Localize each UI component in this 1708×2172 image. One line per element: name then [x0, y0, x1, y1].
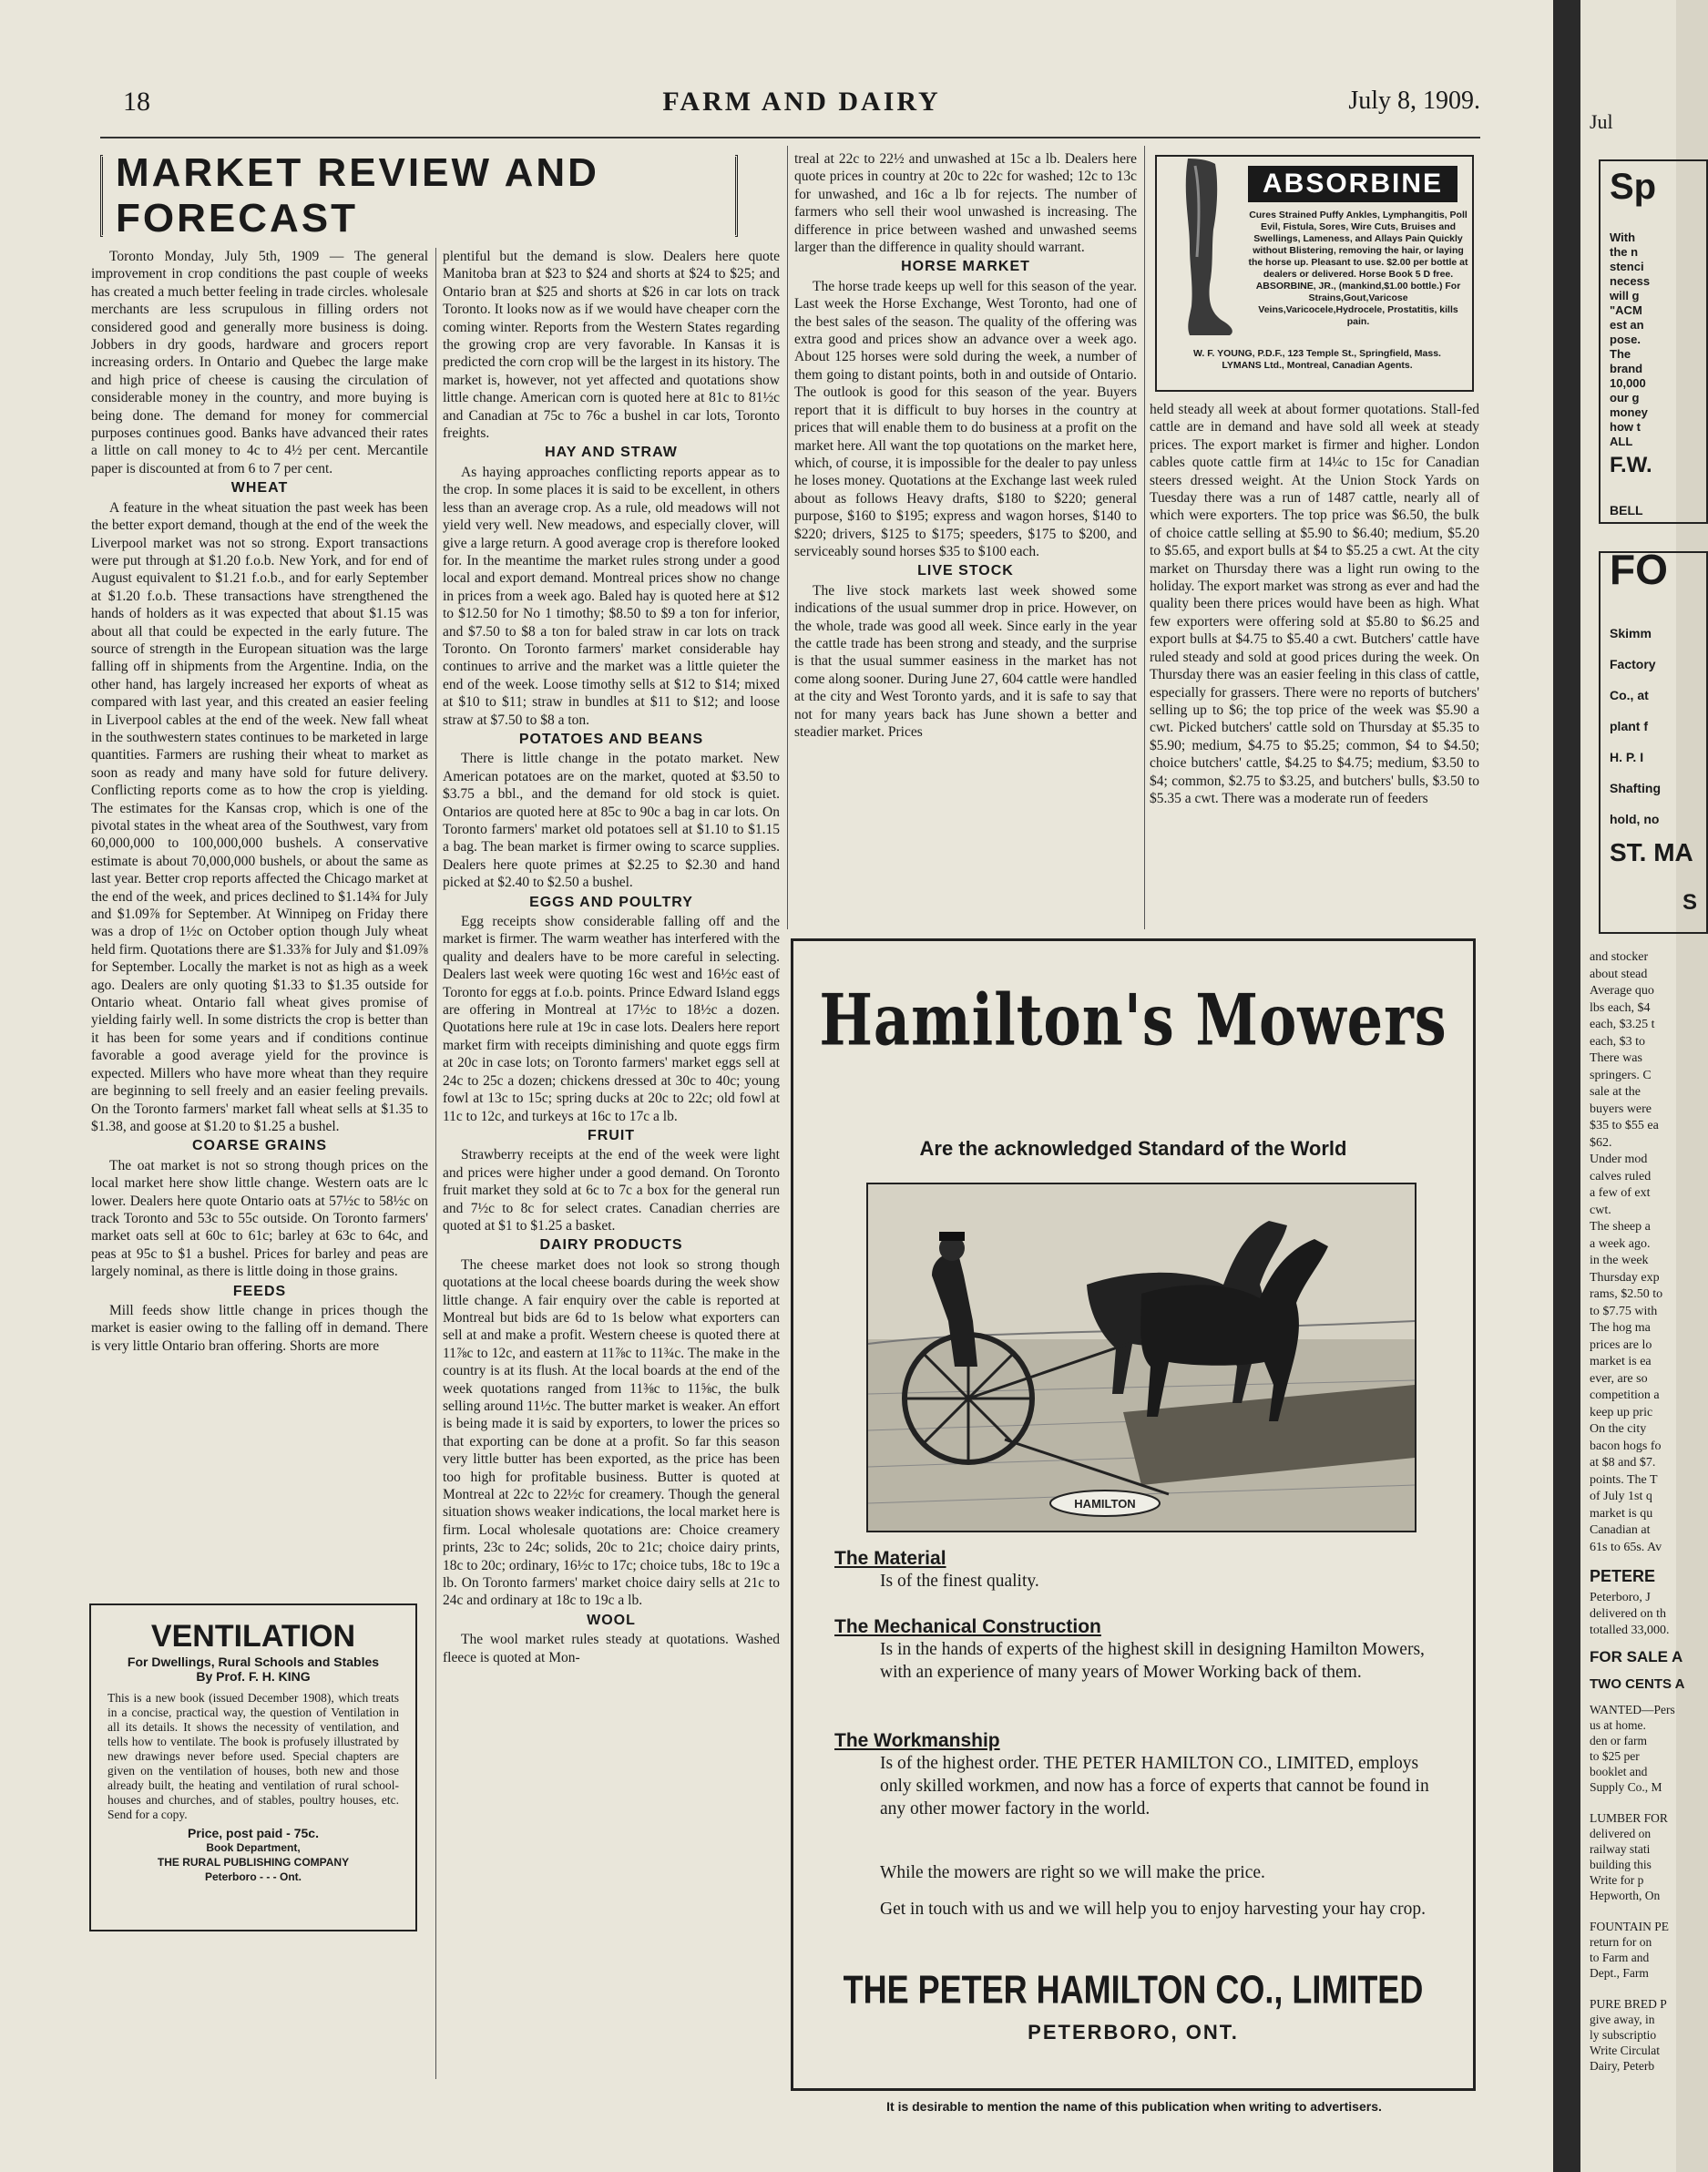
adjacent-line: 10,000 — [1610, 376, 1646, 390]
adjacent-line: ly subscriptio — [1590, 2028, 1657, 2042]
adjacent-line: Hepworth, On — [1590, 1889, 1661, 1902]
ventilation-title: VENTILATION — [150, 1619, 356, 1654]
horse-mower-icon — [868, 1184, 1415, 1531]
adjacent-line: With — [1610, 231, 1636, 244]
dairy-paragraph: The cheese market does not look so strong though quotations at the local cheese boards during the week show little change. A fair enquiry over the cable is reported at Montreal but bids are 6d to 1s below what exporters can sell at and make a profit. Western cheese is quoted there at 11⅞c to 12c, and eastern at 11⅞c to 11¾c. The make in the country is at its flush. At the local boards at the end of the week quotations ranged from 11⅜c to 11⅝c, the bulk selling around 11½c. The butter market is weaker. An effort is being made it is said by exporters, to lower the prices so that exporting can be done at a profit. So far this season very little butter has been exported, as the price has been too high for profitable business. Butter is quoted at Montreal at 22c to 22½c for creamery. Though the general situation shows weaker indications, the local market here is firm. Local wholesale quotations are: Choice creamery prints, 23c to 24c; solids, 20c to 21c; choice dairy prints, 18c to 20c; ordinary, 16½c to 17c; choice tubs, 18c to 19c a lb. On Toronto farmers' market choice dairy sells at 21c to 24c and ordinary at 18c to 19c a lb. — [443, 1256, 780, 1609]
adjacent-ad-1-foot2: BELL — [1610, 503, 1643, 517]
adjacent-line: of July 1st q — [1590, 1490, 1652, 1503]
coarse-grains-heading: COARSE GRAINS — [191, 1138, 328, 1154]
adjacent-ad-1-title: Sp — [1610, 167, 1657, 207]
livestock-paragraph: The live stock markets last week showed some indications of the usual summer drop in price. However, on the whole, trade was good all week. Since early in the year the cattle trade has been strong and steady, and the surprise is that the usual summer easiness in the market has not come along sooner. During June 27, 604 cattle were handled at the city and West Toronto yards, and it is safe to say that not for many years back has June shown a better and steadier market. Prices — [794, 582, 1137, 740]
construction-heading: The Mechanical Construction — [834, 1616, 1101, 1637]
adjacent-line: to Farm and — [1590, 1951, 1650, 1964]
adjacent-line: 61s to 65s. Av — [1590, 1540, 1662, 1554]
ventilation-ad — [89, 1603, 417, 1931]
advertiser-footnote: It is desirable to mention the name of this publication when writing to advertisers. — [886, 2099, 1382, 2114]
adjacent-line: building this — [1590, 1858, 1652, 1871]
adjacent-line: The sheep a — [1590, 1220, 1651, 1234]
adjacent-line: about stead — [1590, 967, 1648, 981]
adjacent-page — [1580, 0, 1698, 2172]
mower-brand-label: HAMILTON — [1074, 1497, 1136, 1511]
adjacent-line: how t — [1610, 420, 1641, 434]
livestock-heading: LIVE STOCK — [917, 563, 1014, 579]
adjacent-ad-1-foot: F.W. — [1610, 453, 1652, 477]
adjacent-line: Dept., Farm — [1590, 1966, 1649, 1980]
coarse-grains-paragraph: The oat market is not so strong though prices on the local market here show little change. Western oats are lc lower. Dealers here quote Ontario oats at 57½c to 58½c on track Toronto and 53c to 55c outside. On Toronto farmers' market oats sell at 60c to 61c; barley at 63c to 64c, and peas at 95c to $1 a bushel. Prices for barley and peas are largely nominal, as there is little doing in those grains. — [91, 1157, 428, 1280]
hamilton-address: PETERBORO, ONT. — [1028, 2021, 1239, 2044]
fruit-heading: FRUIT — [587, 1127, 636, 1143]
adjacent-line: Shafting — [1610, 781, 1661, 795]
material-text: Is of the finest quality. — [880, 1572, 1039, 1591]
adjacent-line: est an — [1610, 318, 1644, 332]
adjacent-line: $35 to $55 ea — [1590, 1119, 1659, 1132]
header-rule — [100, 137, 1480, 138]
potatoes-paragraph: There is little change in the potato market. New American potatoes are on the market, quoted at $3.50 to $3.75 a bbl., and the demand for old stock is quiet. Ontarios are quoted here at 85c to 90c a bag in car lots. On Toronto farmers' market old potatoes sell at $1.10 to $1.15 a bag. The bean market is firmer owing to scarce supplies. Dealers here quote primes at $2.25 to $2.30 and hand picked at $2.40 to $2.50 a bushel. — [443, 751, 780, 891]
price-text: While the mowers are right so we will make the price. — [880, 1863, 1265, 1882]
adjacent-line: to $25 per — [1590, 1749, 1640, 1763]
page-header — [123, 87, 1480, 132]
adjacent-line: totalled 33,000. — [1590, 1624, 1670, 1637]
wheat-heading: WHEAT — [230, 480, 289, 497]
adjacent-ad-1 — [1599, 159, 1708, 524]
adjacent-line: The — [1610, 347, 1631, 361]
adjacent-line: stenci — [1610, 260, 1644, 273]
adjacent-forsale: FOR SALE A — [1590, 1648, 1683, 1665]
fruit-paragraph: Strawberry receipts at the end of the week were light and prices were higher under a good demand. On Toronto fruit market they sold at 6c to 7c a box for the general run and 7½c to 8c for select crates. Canadian cherries are quoted at $1 to $1.25 a basket. — [443, 1147, 780, 1234]
column-rule-3 — [1144, 146, 1145, 929]
wool-continued: treal at 22c to 22½ and unwashed at 15c a lb. Dealers here quote prices in country at 20c to 22c for washed; 12c to 13c for unwashed, and 16c a lb for rejects. The number of farmers who sell their wool unwashed is increasing. The difference in price between washed and unwashed seems larger than the difference in quality should warrant. — [794, 151, 1137, 256]
contact-note — [834, 1898, 1436, 1921]
hamilton-mowers-ad — [791, 938, 1476, 2091]
horse-heading: HORSE MARKET — [901, 259, 1030, 275]
adjacent-line: Co., at — [1610, 688, 1649, 702]
adjacent-line: bacon hogs fo — [1590, 1439, 1662, 1453]
adjacent-line: H. P. I — [1610, 750, 1644, 764]
adjacent-line: keep up pric — [1590, 1405, 1653, 1419]
mower-illustration — [866, 1183, 1417, 1532]
ventilation-body: This is a new book (issued December 1908), which treats in a concise, practical way, the question of Ventilation in all its details. It shows the necessity of ventilation, and tells how to ventilate. The book is profusely illustrated by new drawings never before used. Special chapters are given on the ventilation of houses, both new and those already built, the heating and ventilation of rural school-houses and churches, and of stables, poultry houses, etc. Send for a copy. — [107, 1691, 399, 1821]
adjacent-ad-2-foot: ST. MA — [1610, 838, 1693, 866]
adjacent-line: rams, $2.50 to — [1590, 1287, 1663, 1301]
adjacent-line: ever, are so — [1590, 1371, 1648, 1386]
price-note — [834, 1861, 1436, 1884]
adjacent-line: prices are lo — [1590, 1337, 1652, 1352]
workmanship-heading: The Workmanship — [834, 1730, 1000, 1751]
eggs-paragraph: Egg receipts show considerable falling off and the market is firmer. The warm weather has interfered with the quality and dealers have to be more careful in selecting. Dealers last week were quoting 16c west and 16½c east of Toronto for eggs at f.o.b. points. Prince Edward Island eggs are offering in Montreal at 17½c to 18½c a dozen. Quotations here rule at 19c in case lots. Dealers here report market firm with receipts diminishing and quote eggs firm at 20c in case lots; on Toronto farmers' market eggs sell at 24c to 25c a dozen; chickens dressed at 30c to 40c; young fowl at 13c to 15c; spring ducks at 20c to 22c; old fowl at 11c to 12c, and turkeys at 16c to 17c a lb. — [443, 914, 780, 1124]
contact-text: Get in touch with us and we will help you to enjoy harvesting your hay crop. — [880, 1900, 1426, 1919]
ventilation-dept: Book Department, — [206, 1841, 301, 1854]
adjacent-line: Under mod — [1590, 1153, 1648, 1166]
absorbine-ad — [1155, 155, 1474, 392]
construction-text: Is in the hands of experts of the highest skill in designing Hamilton Mowers, with an experience of many years of Mower Working back of them. — [880, 1640, 1425, 1682]
eggs-heading: EGGS AND POULTRY — [529, 894, 693, 910]
ventilation-company: THE RURAL PUBLISHING COMPANY — [157, 1856, 350, 1869]
absorbine-footer — [1162, 348, 1472, 372]
wool-heading: WOOL — [587, 1612, 636, 1628]
page-gutter — [1553, 0, 1580, 2172]
adjacent-line: in the week — [1590, 1254, 1649, 1267]
adjacent-line: LUMBER FOR — [1590, 1811, 1668, 1825]
feeds-heading: FEEDS — [232, 1283, 287, 1299]
material-section — [834, 1547, 1436, 1593]
adjacent-line: hold, no — [1610, 812, 1660, 826]
adjacent-line: Canadian at — [1590, 1523, 1651, 1537]
hamilton-subtitle: Are the acknowledged Standard of the World — [919, 1137, 1347, 1160]
adjacent-line: On the city — [1590, 1422, 1647, 1436]
hamilton-company: THE PETER HAMILTON CO., LIMITED — [843, 1966, 1424, 2012]
adjacent-line: Supply Co., M — [1590, 1780, 1662, 1794]
adjacent-line: market is ea — [1590, 1355, 1652, 1368]
adjacent-line: us at home. — [1590, 1718, 1646, 1732]
construction-section — [834, 1615, 1436, 1684]
adjacent-line: to $7.75 with — [1590, 1304, 1658, 1318]
ventilation-author: By Prof. F. H. KING — [196, 1669, 311, 1684]
absorbine-logo: ABSORBINE — [1248, 166, 1457, 202]
column-rule-2 — [787, 146, 788, 929]
adjacent-line: delivered on th — [1590, 1607, 1666, 1621]
absorbine-copy: Cures Strained Puffy Ankles, Lymphangitis, Poll Evil, Fistula, Sores, Wire Cuts, Bruises and Swellings, Lameness, and Allays Pain Quickly without Blistering, removing the hair, or laying the horse up. Pleasant to use. $2.00 per bottle at dealers or delivered. Horse Book 5 D free. ABSORBINE, JR., (mankind,$1.00 bottle.) For Strains,Gout,Varicose Veins,Varicocele,Hydrocele, Prostatitis, kills pain. — [1248, 210, 1468, 327]
adjacent-line: lbs each, $4 — [1590, 1000, 1651, 1015]
adjacent-line: the n — [1610, 245, 1639, 259]
adjacent-line: give away, in — [1590, 2013, 1655, 2026]
adjacent-line: ALL — [1610, 435, 1633, 448]
column-1 — [91, 248, 428, 1596]
hay-heading: HAY AND STRAW — [545, 445, 678, 461]
adjacent-line: our g — [1610, 391, 1640, 405]
adjacent-line: FOUNTAIN PE — [1590, 1920, 1670, 1933]
adjacent-line: Write for p — [1590, 1873, 1644, 1887]
adjacent-line: den or farm — [1590, 1734, 1647, 1747]
horse-paragraph: The horse trade keeps up well for this season of the year. Last week the Horse Exchange, West Toronto, had one of the best sales of the season. The quality of the offering was extra good and prices show an advance over a week ago. About 125 horses were sold during the week, a number of them going to distant points, both in and outside of Ontario. The outlook is good for this season of the year. Buyers report that it is difficult to buy horses in the country at prices that will enable them to do business at a profit on the market here. All want the top quotations on the market here, which, of course, it is impossible for the dealer to pay unless he loses money. Quotations at the Exchange last week ruled about as follows Heavy drafts, $180 to $220; general purpose, $160 to $195; express and wagon horses, $140 to $220; drivers, $125 to $175; speeders, $175 to $200, and serviceably sound horses $35 to $100 each. — [794, 278, 1137, 559]
page-number: 18 — [123, 87, 150, 117]
workmanship-section — [834, 1729, 1436, 1820]
adjacent-line: brand — [1610, 362, 1643, 375]
feeds-paragraph: Mill feeds show little change in prices though the market is easier owing to the falling off in demand. There is very little Ontario bran offering. Shorts are more — [91, 1302, 428, 1354]
adjacent-line: Average quo — [1590, 984, 1654, 998]
adjacent-line: at $8 and $7. — [1590, 1456, 1656, 1470]
adjacent-line: market is qu — [1590, 1506, 1653, 1521]
adjacent-line: Dairy, Peterb — [1590, 2059, 1655, 2073]
section-banner: MARKET REVIEW AND FORECAST — [100, 155, 738, 237]
column-3 — [794, 150, 1137, 934]
adjacent-line: railway stati — [1590, 1842, 1651, 1856]
adjacent-twocents: TWO CENTS A — [1590, 1676, 1685, 1692]
adjacent-line: $62. — [1590, 1135, 1612, 1150]
adjacent-line: each, $3 to — [1590, 1034, 1646, 1049]
workmanship-text: Is of the highest order. THE PETER HAMILTON CO., LIMITED, employs only skilled workmen, and now has a force of experts that cannot be found in any other mower factory in the world. — [880, 1754, 1429, 1819]
adjacent-ad-2-foot2: S — [1682, 890, 1698, 915]
adjacent-date: Jul — [1590, 110, 1613, 133]
wheat-paragraph: A feature in the wheat situation the past week has been the better export demand, though at the end of the week the Liverpool market was not so strong. Export transactions were put through at $1.20 f.o.b. New York, and for end of August equivalent to $1.21 f.o.b., and for early September at $1.20 f.o.b. These transactions have strengthened the hands of holders as it was expected that about $1.15 was about all that could be expected in the early future. The source of strength in the European situation was the large falling off in shipments from the Argentine. India, on the other hand, has largely increased her exports of wheat as compared with last year, and this created an easier feeling in Liverpool cables at the end of the week. New fall wheat in the southwestern states continues to be marketed in large quantities. Farmers are rushing their wheat to market as soon as ready and many have sold for future delivery. Conflicting reports come as to how the crop is yielding. The estimates for the Kansas crop, which is one of the pivotal states in the wheat area of the Southwest, vary from 60,000,000 to 100,000,000 bushels. A conservative estimate is about 70,000,000 bushels, or about the same as last year. Better crop reports affected the Chicago market at the end of the week, and prices declined to $1.14¾ for July and $1.09⅞ for September. At Winnipeg on Friday there was a drop of 1½c on October option though July wheat held firm. Quotations there are $1.33⅞ for July and $1.09⅞ for September. Locally the market is not as high as a week ago. Dealers are only quoting $1.33 to $1.35 outside for Ontario wheat. Ontario fall wheat gives promise of yielding fairly well. In some districts the crop is better than it has been for some years and if conditions continue favorable a good average yield for the province is expected. Millers who have more wheat than they require are beginning to sell freely and an easier feeling prevails. On the Toronto farmers' market fall wheat sells at $1.35 to $1.38, and goose at $1.20 to $1.25 a bushel. — [91, 499, 428, 1134]
adjacent-line: buyers were — [1590, 1101, 1652, 1116]
adjacent-line: Peterboro, J — [1590, 1591, 1651, 1604]
ventilation-price: Price, post paid - 75c. — [188, 1826, 319, 1840]
ventilation-address: Peterboro - - - Ont. — [205, 1870, 302, 1883]
adjacent-line: PURE BRED P — [1590, 1997, 1667, 2011]
adjacent-line: plant f — [1610, 719, 1648, 733]
adjacent-line: money — [1610, 405, 1648, 419]
potatoes-heading: POTATOES AND BEANS — [518, 731, 704, 747]
absorbine-address: W. F. YOUNG, P.D.F., 123 Temple St., Springfield, Mass. — [1193, 348, 1441, 359]
hamilton-title: Hamilton's Mowers — [819, 978, 1447, 1062]
adjacent-line: delivered on — [1590, 1827, 1652, 1840]
adjacent-line: competition a — [1590, 1388, 1660, 1402]
adjacent-line: booklet and — [1590, 1765, 1648, 1778]
adjacent-line: will g — [1610, 289, 1640, 302]
wool-paragraph: The wool market rules steady at quotations. Washed fleece is quoted at Mon- — [443, 1632, 780, 1665]
adjacent-line: and stocker — [1590, 950, 1649, 964]
adjacent-line: a week ago. — [1590, 1236, 1651, 1251]
adjacent-line: cwt. — [1590, 1203, 1611, 1217]
column-rule-1 — [435, 248, 436, 2079]
absorbine-agents: LYMANS Ltd., Montreal, Canadian Agents. — [1222, 360, 1413, 371]
adjacent-line: return for on — [1590, 1935, 1652, 1949]
adjacent-line: Skimm — [1610, 626, 1652, 640]
column-4 — [1150, 401, 1479, 929]
livestock-continued: held steady all week at about former quotations. Stall-fed cattle are in demand and have sold all week at steady prices. The export market is firmer and higher. London cables quote cattle firm at 14¼c to 15c for Canadian steers dressed weight. At the Union Stock Yards on Tuesday there was a run of 1487 cattle, nearly all of which were exporters. The top price was $6.50, the bulk of choice cattle selling at $5.90 to $6.40; medium, $5.20 to $5.65, and export bulls at $4 to $5.25 a cwt. At the city market on Thursday there was a light run owing to the holiday. The export market was strong as ever and had the quality been there prices would have been as high. What few exporters were offering sold at $5.80 to $6.25 and export bulls at $4.75 to $5.40 a cwt. Butchers' cattle have ruled steady and sold at good prices during the week. On Thursday there was an easier feeling in this class of cattle, especially for grassers. There were no reports of butchers' selling up to $6; the top price of the week was $5.90 a cwt. Picked butchers' cattle sold on Thursday at $5.35 to $5.90; medium, $4.75 to $5.25; common, $4 to $4.50; choice butchers' cattle, $4.25 to $4.75; medium, $3.50 to $4; common, $2.75 to $3.25, and butchers' bulls, $3.50 to $5.35 a cwt. There was a moderate run of feeders — [1150, 402, 1479, 806]
adjacent-line: Factory — [1610, 657, 1656, 671]
adjacent-line: "ACM — [1610, 303, 1642, 317]
adjacent-line: necess — [1610, 274, 1651, 288]
dairy-heading: DAIRY PRODUCTS — [539, 1237, 683, 1254]
horse-leg-icon — [1162, 157, 1244, 339]
adjacent-line: points. The T — [1590, 1472, 1658, 1487]
adjacent-line: WANTED—Pers — [1590, 1703, 1675, 1716]
adjacent-line: springers. C — [1590, 1068, 1652, 1082]
adjacent-ad-2-title: FO — [1610, 546, 1668, 593]
column-2 — [443, 248, 780, 2088]
adjacent-line: each, $3.25 t — [1590, 1018, 1655, 1031]
page-date: July 8, 1909. — [1348, 87, 1480, 115]
adjacent-line: calves ruled — [1590, 1169, 1652, 1183]
hay-paragraph: As haying approaches conflicting reports appear as to the crop. In some places it is said to be excellent, in others less than an average crop. As a rule, old meadows will not yield very well. New meadows, and especially clover, will give a large return. A good average crop is therefore looked for. In the meantime the market rules strong under a good local and export demand. Montreal prices show no change in prices from a week ago. Baled hay is quoted here at $12 to $12.50 for No 1 timothy; $8.50 to $9 a ton for inferior, and $7.50 to $8 a ton for baled straw in car lots on track Toronto. On Toronto farmers' market considerable hay continues to arrive and the market was a little quieter the end of the week. Loose timothy sells at $12 to $14; mixed at $10 to $11; straw in bundles at $11 to $12; and loose straw at $7.50 to $8 a ton. — [443, 464, 780, 728]
adjacent-line: sale at the — [1590, 1085, 1641, 1099]
adjacent-line: There was — [1590, 1051, 1642, 1065]
adjacent-ad-2 — [1599, 546, 1708, 934]
adjacent-line: pose. — [1610, 333, 1641, 346]
intro-paragraph: Toronto Monday, July 5th, 1909 — The general improvement in crop conditions the past couple of weeks has created a much better feeling in trade circles. wholesale merchants are less scrupulous in filling orders not considered good and generally more business is doing. Jobbers in dry goods, hardware and grocers report increasing orders. In Ontario and Quebec the large make and high price of cheese is causing the circulation of considerable money in the country, and more buying is being done. The demand for money for commercial purposes continues good. Banks have advanced their rates a little on call money to 4c to 4½ per cent. Mercantile paper is discounted at from 6 to 7 per cent. — [91, 249, 428, 476]
material-heading: The Material — [834, 1548, 946, 1569]
adjacent-line: Thursday exp — [1590, 1270, 1660, 1285]
adjacent-peter-head: PETERE — [1590, 1567, 1656, 1585]
feeds-continued: plentiful but the demand is slow. Dealers here quote Manitoba bran at $23 to $24 and shorts at $24 to $25; and Ontario bran at $25 and shorts at $26 in car lots on track Toronto. It looks now as if we would have cheaper corn the coming winter. Reports from the Western States regarding the growing crop are very favorable. In Kansas it is predicted the corn crop will be the largest in its history. The market is, however, not yet affected and quotations show little change. American corn is quoted here at 81c to 81½c and Canadian at 75c to 76c a bushel in car lots, Toronto freights. — [443, 249, 780, 442]
ventilation-subtitle: For Dwellings, Rural Schools and Stables — [127, 1655, 380, 1669]
adjacent-line: The hog ma — [1590, 1321, 1651, 1335]
adjacent-line: Write Circulat — [1590, 2044, 1661, 2057]
paper-title: FARM AND DAIRY — [662, 87, 941, 117]
adjacent-line: a few of ext — [1590, 1186, 1651, 1200]
